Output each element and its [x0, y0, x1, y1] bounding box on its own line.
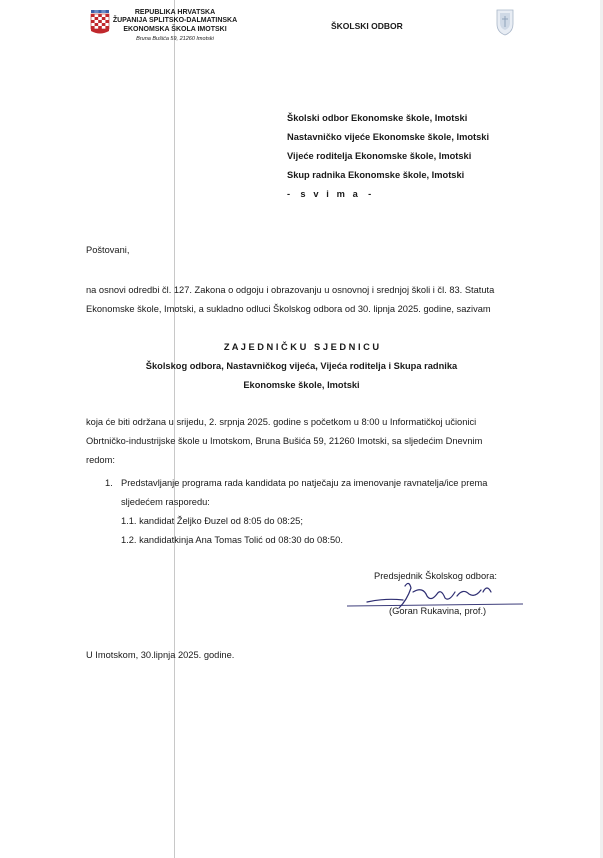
meeting-title: Z A J E D N I Č K U S J E D N I C U [223, 342, 380, 352]
recipient-workers-assembly: Skup radnika Ekonomske škole, Imotski [287, 170, 465, 180]
intro-line-2: Ekonomske škole, Imotski, a sukladno odluci Školskog odbora od 30. lipnja 2025. godine, sazivam [86, 304, 491, 314]
agenda-item-line-1: Predstavljanje programa rada kandidata po natječaju za imenovanje ravnatelja/ice prema [121, 478, 488, 488]
agenda-subitem-2: 1.2. kandidatkinja Ana Tomas Tolić od 08:30 do 08:50. [121, 535, 343, 545]
agenda-item-number: 1. [105, 478, 113, 488]
details-line-2: Obrtničko-industrijske škole u Imotskom, Bruna Bušića 59, 21260 Imotski, sa sljedećim Dnevnim [86, 436, 483, 446]
details-line-1: koja će biti održana u srijedu, 2. srpnja 2025. godine s početkom u 8:00 u Informatičkoj učionici [86, 417, 477, 427]
greeting: Poštovani, [86, 245, 130, 255]
header-department: ŠKOLSKI ODBOR [331, 21, 403, 31]
header-republic: REPUBLIKA HRVATSKA [134, 9, 216, 16]
place-date: U Imotskom, 30.lipnja 2025. godine. [86, 650, 235, 660]
agenda-subitem-1: 1.1. kandidat Željko Đuzel od 8:05 do 08:25; [121, 516, 303, 526]
recipient-all: - s v i m a - [287, 189, 372, 199]
details-line-3: redom: [86, 455, 115, 465]
header-address: Bruna Bušića 59, 21260 Imotski [136, 36, 214, 42]
scan-fold-line [174, 0, 175, 858]
signature-name: (Goran Rukavina, prof.) [389, 606, 487, 616]
recipient-teachers-council: Nastavničko vijeće Ekonomske škole, Imotski [287, 132, 490, 142]
intro-line-1: na osnovi odredbi čl. 127. Zakona o odgoju i obrazovanju u osnovnoj i srednjoj školi i čl. 83. Statuta [86, 285, 495, 295]
recipient-parents-council: Vijeće roditelja Ekonomske škole, Imotski [287, 151, 472, 161]
signature-role: Predsjednik Školskog odbora: [374, 571, 497, 581]
meeting-subtitle-1: Školskog odbora, Nastavničkog vijeća, Vijeća roditelja i Skupa radnika [145, 361, 458, 371]
meeting-subtitle-2: Ekonomske škole, Imotski [243, 380, 360, 390]
header-school: EKONOMSKA ŠKOLA IMOTSKI [123, 26, 227, 33]
agenda-item-line-2: sljedećem rasporedu: [121, 497, 210, 507]
header-county: ŽUPANIJA SPLITSKO-DALMATINSKA [112, 17, 238, 24]
recipient-school-board: Školski odbor Ekonomske škole, Imotski [287, 113, 468, 123]
school-emblem-icon [494, 8, 516, 36]
